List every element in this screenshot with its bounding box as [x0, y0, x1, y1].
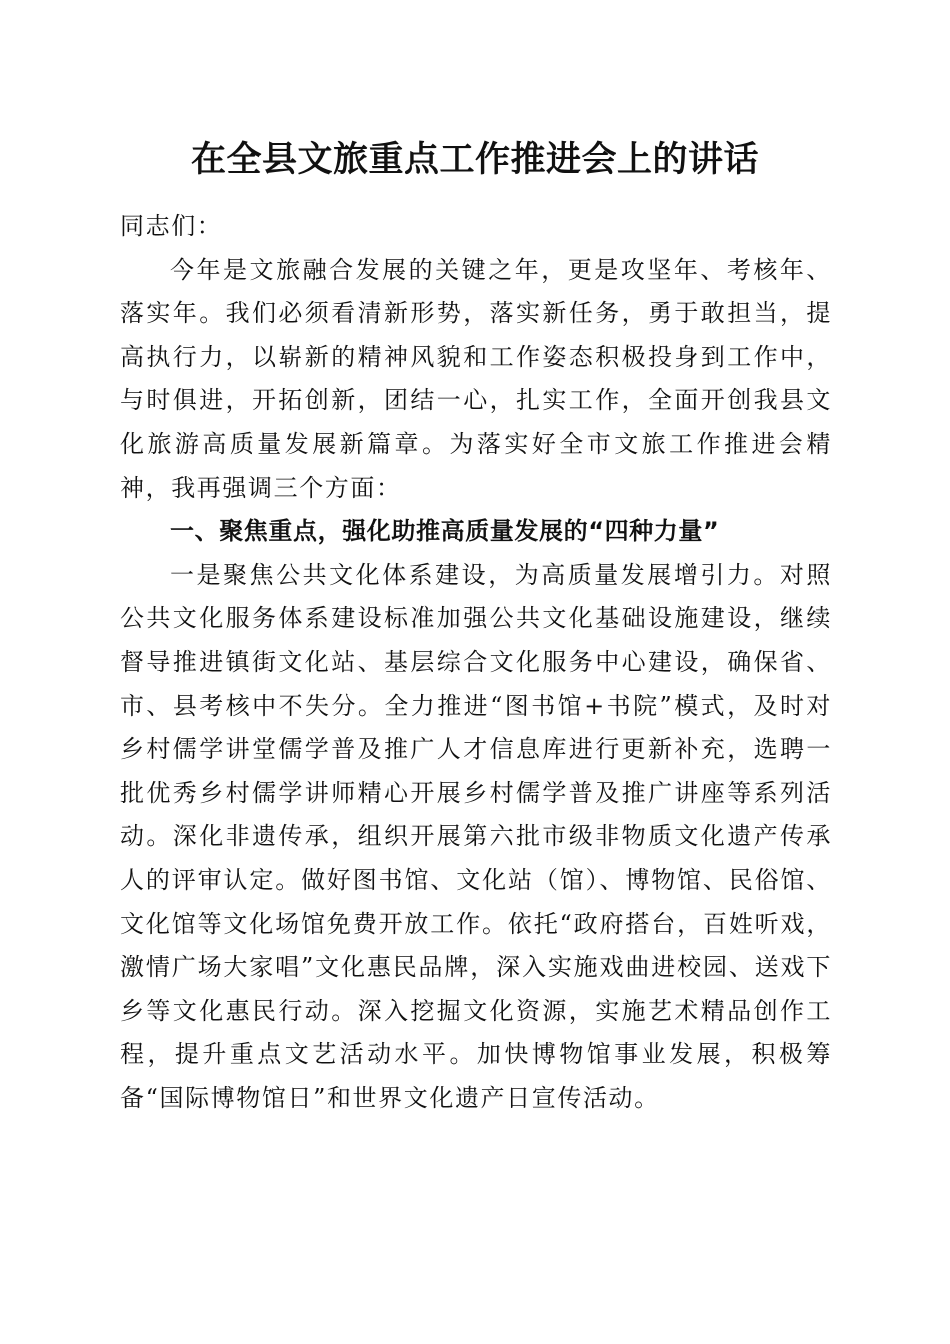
salutation: 同志们： [120, 212, 223, 240]
intro-paragraph: 今年是文旅融合发展的关键之年，更是攻坚年、考核年、落实年。我们必须看清新形势，落实新任务，勇于敢担当，提高执行力，以崭新的精神风貌和工作姿态积极投身到工作中，与时俱进，开拓创新，团结一心，扎实工作，全面开创我县文化旅游高质量发展新篇章。为落实好全市文旅工作推进会精神，我再强调三个方面： [120, 255, 832, 502]
document-body [120, 205, 832, 1120]
section-one-paragraph: 一是聚焦公共文化体系建设，为高质量发展增引力。对照公共文化服务体系建设标准加强公共文化基础设施建设，继续督导推进镇街文化站、基层综合文化服务中心建设，确保省、市、县考核中不失分。全力推进“图书馆+书院”模式，及时对乡村儒学讲堂儒学普及推广人才信息库进行更新补充，选聘一批优秀乡村儒学讲师精心开展乡村儒学普及推广讲座等系列活动。深化非遗传承，组织开展第六批市级非物质文化遗产传承人的评审认定。做好图书馆、文化站（馆）、博物馆、民俗馆、文化馆等文化场馆免费开放工作。依托“政府搭台，百姓听戏，激情广场大家唱”文化惠民品牌，深入实施戏曲进校园、送戏下乡等文化惠民行动。深入挖掘文化资源，实施艺术精品创作工程，提升重点文艺活动水平。加快博物馆事业发展，积极筹备“国际博物馆日”和世界文化遗产日宣传活动。 [120, 560, 832, 1112]
document-title: 在全县文旅重点工作推进会上的讲话 [190, 139, 759, 180]
section-one-heading: 一、聚焦重点，强化助推高质量发展的“四种力量” [170, 517, 720, 546]
